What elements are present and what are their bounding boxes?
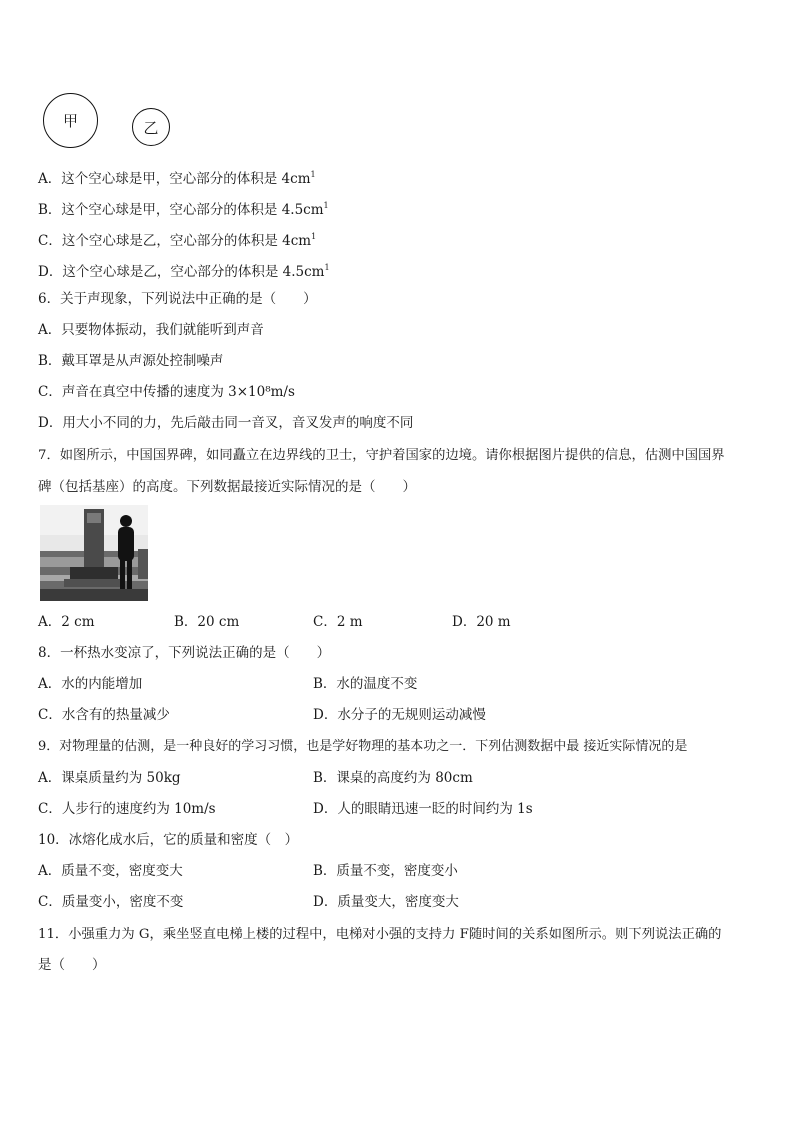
q9-option-c: C．人步行的速度约为 10m/s	[38, 801, 216, 817]
q7-option-b: B．20 cm	[174, 614, 240, 630]
q7-option-d: D．20 m	[452, 614, 511, 630]
q10-stem: 10．冰熔化成水后，它的质量和密度（ ）	[38, 832, 299, 848]
q7-option-a: A．2 cm	[38, 614, 95, 630]
q9-option-d: D．人的眼睛迅速一眨的时间约为 1s	[313, 801, 533, 817]
q9-option-a: A．课桌质量约为 50kg	[38, 770, 181, 786]
ball-yi-figure	[132, 108, 170, 146]
q6-option-a: A．只要物体振动，我们就能听到声音	[38, 322, 264, 338]
q11-stem-line1: 11．小强重力为 G，乘坐竖直电梯上楼的过程中，电梯对小强的支持力 F随时间的关系如图所示。则下列说法正确的	[38, 927, 722, 942]
q6-option-b: B．戴耳罩是从声源处控制噪声	[38, 353, 224, 369]
q9-option-b: B．课桌的高度约为 80cm	[313, 770, 473, 786]
q6-option-c: C．声音在真空中传播的速度为 3×10⁸m/s	[38, 384, 295, 400]
boundary-marker-photo	[40, 505, 148, 601]
q6-option-d: D．用大小不同的力，先后敲击同一音叉，音叉发声的响度不同	[38, 415, 414, 431]
q10-option-d: D．质量变大，密度变大	[313, 894, 459, 910]
q8-stem: 8．一杯热水变凉了，下列说法正确的是（ ）	[38, 645, 331, 661]
q10-option-a: A．质量不变，密度变大	[38, 863, 183, 879]
q8-option-c: C．水含有的热量减少	[38, 707, 170, 723]
q7-stem-line1: 7．如图所示，中国国界碑，如同矗立在边界线的卫士，守护着国家的边境。请你根据图片提供的信息，估测中国国界	[38, 448, 725, 463]
q6-stem: 6．关于声现象，下列说法中正确的是（ ）	[38, 291, 317, 307]
q8-option-a: A．水的内能增加	[38, 676, 143, 692]
q5-option-b: B．这个空心球是甲，空心部分的体积是 $4.5cm^1$	[38, 201, 329, 218]
q10-option-b: B．质量不变，密度变小	[313, 863, 458, 879]
q5-option-d: D．这个空心球是乙，空心部分的体积是 $4.5cm^1$	[38, 263, 330, 280]
q5-option-a: A．这个空心球是甲，空心部分的体积是 $4cm^1$	[38, 170, 316, 187]
q9-stem: 9．对物理量的估测，是一种良好的学习习惯，也是学好物理的基本功之一．下列估测数据中最 接近实际情况的是	[38, 739, 688, 754]
q5-option-c: C．这个空心球是乙，空心部分的体积是 $4cm^1$	[38, 232, 317, 249]
ball-yi-label: 乙	[143, 118, 159, 137]
ball-jia-label: 甲	[62, 112, 78, 130]
q7-option-c: C．2 m	[313, 614, 363, 630]
ball-jia-figure	[43, 93, 98, 148]
q10-option-c: C．质量变小，密度不变	[38, 894, 184, 910]
q8-option-d: D．水分子的无规则运动减慢	[313, 707, 486, 723]
q11-stem-line2: 是（ ）	[38, 957, 106, 973]
q7-stem-line2: 碑（包括基座）的高度。下列数据最接近实际情况的是（ ）	[38, 479, 416, 495]
q8-option-b: B．水的温度不变	[313, 676, 418, 692]
